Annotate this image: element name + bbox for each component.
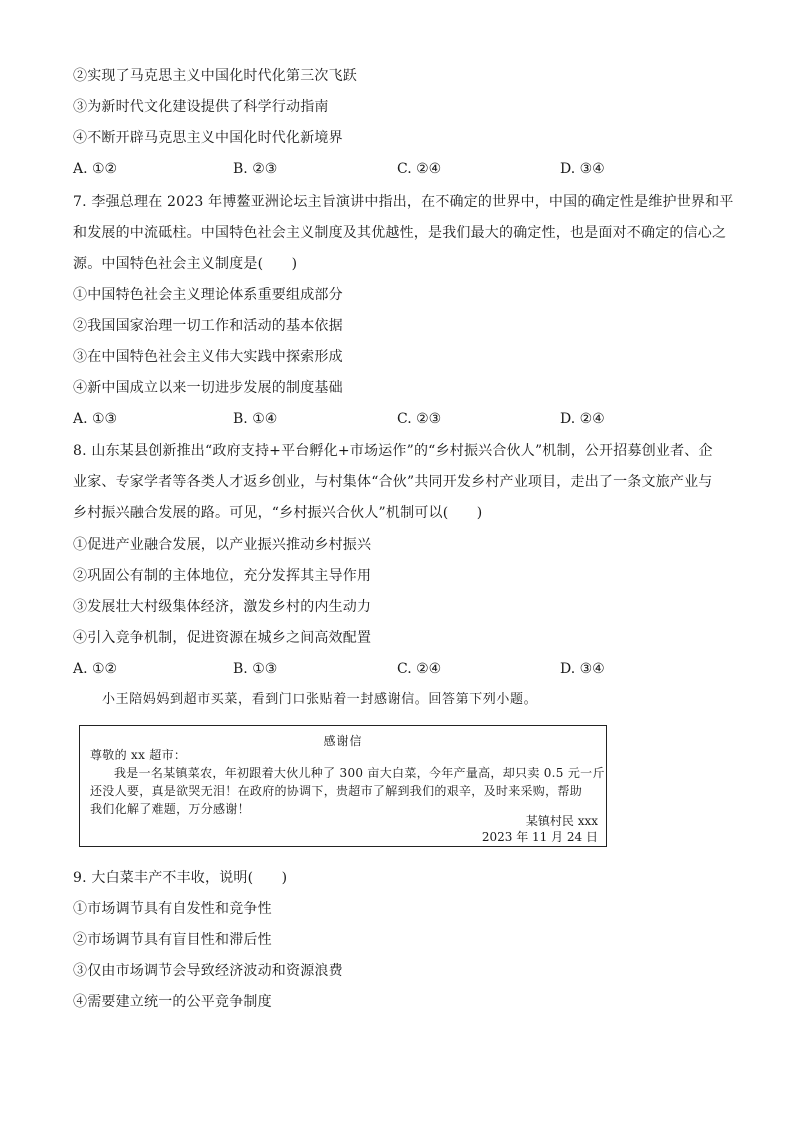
letter-body-line-1: 我是一名某镇菜农，年初跟着大伙儿种了 300 亩大白菜，今年产量高，却只卖 0.5 元一斤 [114, 766, 605, 780]
letter-salutation: 尊敬的 xx 超市： [90, 748, 187, 762]
option-a: A. ①② [73, 161, 118, 177]
option-a: A. ①③ [73, 411, 118, 427]
prev-options [73, 159, 733, 179]
letter-signature: 某镇村民 xxx [525, 814, 598, 828]
q7-item-2: ②我国国家治理一切工作和活动的基本依据 [73, 318, 343, 334]
q9-item-1: ①市场调节具有自发性和竞争性 [73, 901, 272, 917]
material-intro: 小王陪妈妈到超市买菜，看到门口张贴着一封感谢信。回答第下列小题。 [102, 692, 538, 707]
q9-item-4: ④需要建立统一的公平竞争制度 [73, 994, 272, 1010]
q7-item-3: ③在中国特色社会主义伟大实践中探索形成 [73, 349, 343, 365]
q8-item-2: ②巩固公有制的主体地位，充分发挥其主导作用 [73, 568, 372, 584]
q8-item-3: ③发展壮大村级集体经济，激发乡村的内生动力 [73, 599, 372, 615]
q7-options [73, 409, 733, 429]
option-d: D. ②④ [560, 411, 605, 427]
option-c: C. ②③ [397, 411, 442, 427]
option-b: B. ②③ [233, 161, 278, 177]
q7-stem-line-2: 和发展的中流砥柱。中国特色社会主义制度及其优越性，是我们最大的确定性，也是面对不确定的信心之 [73, 225, 727, 241]
letter-date: 2023 年 11 月 24 日 [481, 830, 598, 844]
option-d: D. ③④ [560, 161, 605, 177]
q7-stem-line-3: 源。中国特色社会主义制度是( ) [73, 256, 298, 272]
q8-stem-line-2: 业家、专家学者等各类人才返乡创业，与村集体“合伙”共同开发乡村产业项目，走出了一条文旅产业与 [73, 474, 713, 490]
thank-you-letter [79, 725, 607, 847]
prev-item-3: ③为新时代文化建设提供了科学行动指南 [73, 99, 329, 115]
q8-item-1: ①促进产业融合发展，以产业振兴推动乡村振兴 [73, 537, 372, 553]
option-a: A. ①② [73, 661, 118, 677]
q8-stem-line-3: 乡村振兴融合发展的路。可见，“乡村振兴合伙人”机制可以( ) [73, 505, 483, 521]
q9-item-2: ②市场调节具有盲目性和滞后性 [73, 932, 272, 948]
letter-title: 感谢信 [323, 734, 363, 748]
prev-item-4: ④不断开辟马克思主义中国化时代化新境界 [73, 130, 343, 146]
q8-options [73, 659, 733, 679]
prev-item-2: ②实现了马克思主义中国化时代化第三次飞跃 [73, 68, 357, 84]
letter-body-line-3: 我们化解了难题，万分感谢！ [90, 802, 250, 816]
q7-item-4: ④新中国成立以来一切进步发展的制度基础 [73, 380, 343, 396]
option-b: B. ①④ [233, 411, 278, 427]
option-c: C. ②④ [397, 661, 442, 677]
letter-body-line-2: 还没人要，真是欲哭无泪！在政府的协调下，贵超市了解到我们的艰辛，及时来采购，帮助 [90, 784, 583, 798]
q7-item-1: ①中国特色社会主义理论体系重要组成部分 [73, 287, 343, 303]
q8-stem-line-1: 8. 山东某县创新推出“政府支持+平台孵化+市场运作”的“乡村振兴合伙人”机制，公开招募创业者、企 [73, 443, 713, 459]
option-c: C. ②④ [397, 161, 442, 177]
q7-stem-line-1: 7. 李强总理在 2023 年博鳌亚洲论坛主旨演讲中指出，在不确定的世界中，中国的确定性是维护世界和平 [73, 194, 734, 210]
q9-stem: 9. 大白菜丰产不丰收，说明( ) [73, 870, 288, 886]
q8-item-4: ④引入竞争机制，促进资源在城乡之间高效配置 [73, 630, 372, 646]
option-d: D. ③④ [560, 661, 605, 677]
q9-item-3: ③仅由市场调节会导致经济波动和资源浪费 [73, 963, 343, 979]
option-b: B. ①③ [233, 661, 278, 677]
